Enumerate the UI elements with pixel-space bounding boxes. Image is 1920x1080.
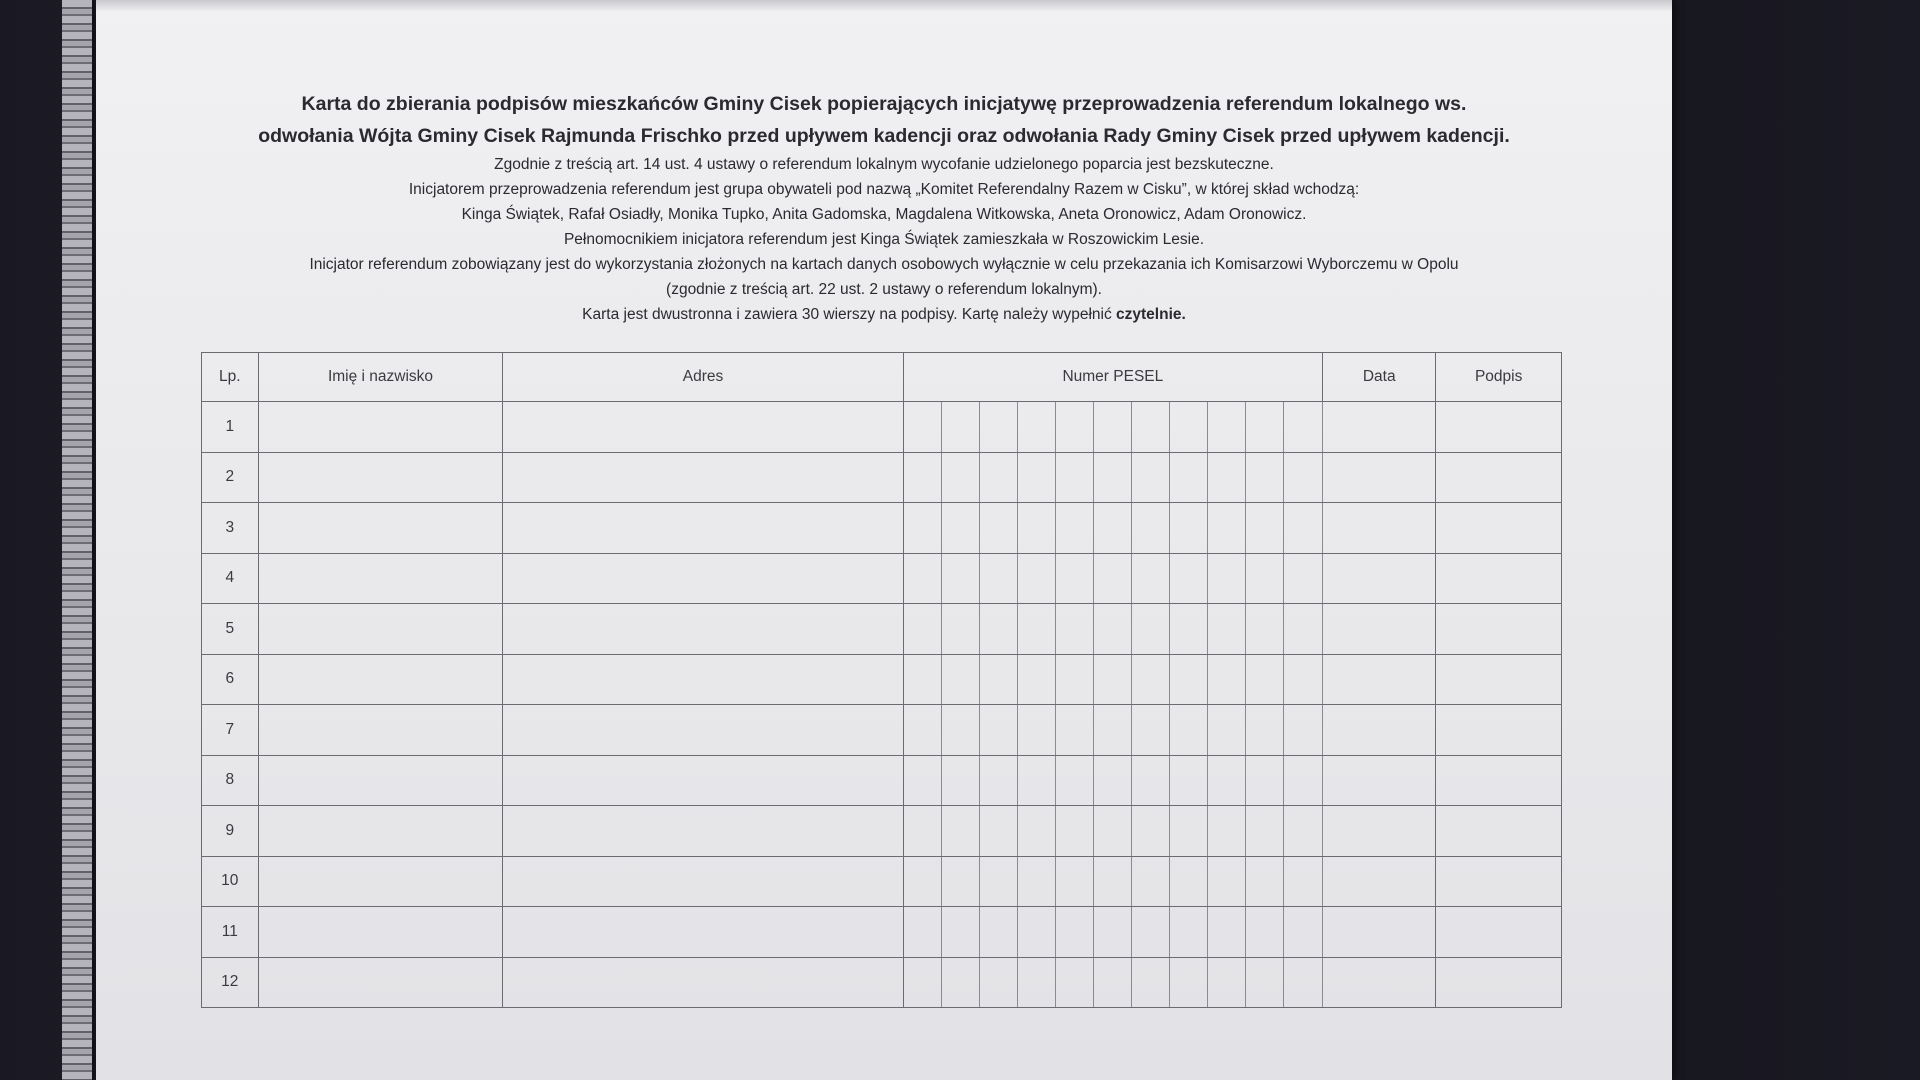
pesel-digit-field[interactable] (1093, 553, 1131, 604)
pesel-digit-field[interactable] (1131, 452, 1169, 503)
pesel-digit-field[interactable] (1131, 402, 1169, 453)
pesel-digit-field[interactable] (1169, 856, 1207, 907)
pesel-digit-field[interactable] (1284, 856, 1323, 907)
pesel-digit-field[interactable] (1207, 553, 1245, 604)
pesel-digit-field[interactable] (1207, 604, 1245, 655)
pesel-digit-field[interactable] (1017, 503, 1055, 554)
pesel-digit-field[interactable] (1055, 604, 1093, 655)
address-field[interactable] (503, 654, 903, 705)
pesel-digit-field[interactable] (1207, 503, 1245, 554)
row-number: 6 (202, 654, 259, 705)
signature-field[interactable] (1436, 907, 1562, 958)
table-row (202, 806, 1562, 857)
pesel-digit-field[interactable] (979, 402, 1017, 453)
row-number: 1 (202, 402, 259, 453)
binder-strip (62, 0, 92, 1080)
address-field[interactable] (503, 907, 903, 958)
pesel-digit-field[interactable] (1055, 452, 1093, 503)
info-line-7-text: Karta jest dwustronna i zawiera 30 wierszy na podpisy. Kartę należy wypełnić (582, 306, 1117, 323)
pesel-digit-field[interactable] (903, 907, 941, 958)
pesel-digit-field[interactable] (1093, 452, 1131, 503)
table-row (202, 452, 1562, 503)
table-row (202, 604, 1562, 655)
pesel-digit-field[interactable] (979, 806, 1017, 857)
pesel-digit-field[interactable] (1017, 705, 1055, 756)
date-field[interactable] (1323, 452, 1436, 503)
signature-field[interactable] (1436, 402, 1562, 453)
pesel-digit-field[interactable] (1207, 705, 1245, 756)
pesel-digit-field[interactable] (1131, 755, 1169, 806)
pesel-digit-field[interactable] (941, 907, 979, 958)
pesel-digit-field[interactable] (903, 604, 941, 655)
pesel-digit-field[interactable] (1245, 705, 1283, 756)
signature-field[interactable] (1436, 856, 1562, 907)
pesel-digit-field[interactable] (1131, 654, 1169, 705)
pesel-digit-field[interactable] (903, 553, 941, 604)
pesel-digit-field[interactable] (903, 503, 941, 554)
pesel-digit-field[interactable] (1169, 654, 1207, 705)
pesel-digit-field[interactable] (1284, 604, 1323, 655)
row-number: 2 (202, 452, 259, 503)
pesel-digit-field[interactable] (1284, 705, 1323, 756)
date-field[interactable] (1323, 755, 1436, 806)
pesel-digit-field[interactable] (1284, 452, 1323, 503)
name-field[interactable] (258, 553, 503, 604)
signature-field[interactable] (1436, 806, 1562, 857)
pesel-digit-field[interactable] (1017, 452, 1055, 503)
pesel-digit-field[interactable] (1017, 755, 1055, 806)
form-header (96, 88, 1672, 327)
pesel-digit-field[interactable] (1055, 402, 1093, 453)
date-field[interactable] (1323, 856, 1436, 907)
row-number: 5 (202, 604, 259, 655)
pesel-digit-field[interactable] (903, 806, 941, 857)
table-body (202, 402, 1562, 1008)
pesel-digit-field[interactable] (941, 806, 979, 857)
pesel-digit-field[interactable] (1093, 503, 1131, 554)
pesel-digit-field[interactable] (1284, 402, 1323, 453)
pesel-digit-field[interactable] (1169, 907, 1207, 958)
pesel-digit-field[interactable] (1131, 907, 1169, 958)
pesel-digit-field[interactable] (1284, 755, 1323, 806)
pesel-digit-field[interactable] (1017, 553, 1055, 604)
pesel-digit-field[interactable] (1131, 806, 1169, 857)
date-field[interactable] (1323, 705, 1436, 756)
pesel-digit-field[interactable] (1207, 452, 1245, 503)
address-field[interactable] (503, 452, 903, 503)
signature-field[interactable] (1436, 553, 1562, 604)
pesel-digit-field[interactable] (1131, 604, 1169, 655)
address-field[interactable] (503, 755, 903, 806)
pesel-digit-field[interactable] (979, 553, 1017, 604)
pesel-digit-field[interactable] (1131, 856, 1169, 907)
pesel-digit-field[interactable] (941, 705, 979, 756)
name-field[interactable] (258, 907, 503, 958)
pesel-digit-field[interactable] (1169, 553, 1207, 604)
pesel-digit-field[interactable] (1207, 856, 1245, 907)
pesel-digit-field[interactable] (979, 604, 1017, 655)
pesel-digit-field[interactable] (979, 654, 1017, 705)
pesel-digit-field[interactable] (1284, 553, 1323, 604)
pesel-digit-field[interactable] (979, 503, 1017, 554)
signature-field[interactable] (1436, 755, 1562, 806)
header-address: Adres (503, 353, 903, 402)
table-row (202, 907, 1562, 958)
pesel-digit-field[interactable] (1131, 553, 1169, 604)
row-number: 4 (202, 553, 259, 604)
date-field[interactable] (1323, 957, 1436, 1008)
pesel-digit-field[interactable] (1055, 503, 1093, 554)
pesel-digit-field[interactable] (1207, 907, 1245, 958)
pesel-digit-field[interactable] (903, 705, 941, 756)
header-signature: Podpis (1436, 353, 1562, 402)
pesel-digit-field[interactable] (1245, 604, 1283, 655)
row-number: 11 (202, 907, 259, 958)
pesel-digit-field[interactable] (1207, 806, 1245, 857)
pesel-digit-field[interactable] (903, 755, 941, 806)
table-row (202, 755, 1562, 806)
name-field[interactable] (258, 806, 503, 857)
signature-field[interactable] (1436, 957, 1562, 1008)
info-line-7 (96, 302, 1672, 327)
table-row (202, 856, 1562, 907)
pesel-digit-field[interactable] (1055, 553, 1093, 604)
pesel-digit-field[interactable] (1055, 907, 1093, 958)
pesel-digit-field[interactable] (1284, 957, 1323, 1008)
pesel-digit-field[interactable] (1093, 856, 1131, 907)
pesel-digit-field[interactable] (1169, 452, 1207, 503)
pesel-digit-field[interactable] (1055, 957, 1093, 1008)
row-number: 10 (202, 856, 259, 907)
pesel-digit-field[interactable] (941, 452, 979, 503)
pesel-digit-field[interactable] (941, 604, 979, 655)
pesel-digit-field[interactable] (1055, 755, 1093, 806)
pesel-digit-field[interactable] (941, 755, 979, 806)
table-row (202, 553, 1562, 604)
address-field[interactable] (503, 806, 903, 857)
table-row (202, 503, 1562, 554)
pesel-digit-field[interactable] (941, 856, 979, 907)
pesel-digit-field[interactable] (1017, 604, 1055, 655)
table-row (202, 705, 1562, 756)
row-number: 8 (202, 755, 259, 806)
row-number: 9 (202, 806, 259, 857)
name-field[interactable] (258, 402, 503, 453)
pesel-digit-field[interactable] (903, 452, 941, 503)
pesel-digit-field[interactable] (1131, 957, 1169, 1008)
date-field[interactable] (1323, 402, 1436, 453)
info-line-2: Inicjatorem przeprowadzenia referendum jest grupa obywateli pod nazwą „Komitet Referendalny Razem w Cisku”, w której skład wchodzą: (408, 181, 1360, 198)
signature-field[interactable] (1436, 705, 1562, 756)
pesel-digit-field[interactable] (1055, 654, 1093, 705)
signature-form-sheet (96, 0, 1672, 1080)
name-field[interactable] (258, 654, 503, 705)
pesel-digit-field[interactable] (1055, 856, 1093, 907)
pesel-digit-field[interactable] (1245, 402, 1283, 453)
pesel-digit-field[interactable] (1093, 604, 1131, 655)
signature-field[interactable] (1436, 452, 1562, 503)
info-line-6: (zgodnie z treścią art. 22 ust. 2 ustawy o referendum lokalnym). (666, 281, 1102, 298)
pesel-digit-field[interactable] (1284, 654, 1323, 705)
info-line-1: Zgodnie z treścią art. 14 ust. 4 ustawy o referendum lokalnym wycofanie udzielonego poparcia jest bezskuteczne. (494, 156, 1274, 173)
pesel-digit-field[interactable] (1284, 503, 1323, 554)
form-title-line-2: odwołania Wójta Gminy Cisek Rajmunda Frischko przed upływem kadencji oraz odwołania Rady Gminy Cisek przed upływem kadencji. (258, 125, 1510, 147)
pesel-digit-field[interactable] (1017, 806, 1055, 857)
pesel-digit-field[interactable] (979, 705, 1017, 756)
signature-field[interactable] (1436, 604, 1562, 655)
form-title-line-1: Karta do zbierania podpisów mieszkańców Gminy Cisek popierających inicjatywę przeprowadzenia referendum lokalnego ws. (301, 93, 1467, 115)
pesel-digit-field[interactable] (1207, 654, 1245, 705)
name-field[interactable] (258, 705, 503, 756)
header-pesel: Numer PESEL (903, 353, 1323, 402)
table-row (202, 957, 1562, 1008)
table-row (202, 654, 1562, 705)
pesel-digit-field[interactable] (1207, 755, 1245, 806)
pesel-digit-field[interactable] (1131, 503, 1169, 554)
name-field[interactable] (258, 755, 503, 806)
pesel-digit-field[interactable] (1245, 553, 1283, 604)
name-field[interactable] (258, 452, 503, 503)
address-field[interactable] (503, 402, 903, 453)
pesel-digit-field[interactable] (941, 654, 979, 705)
date-field[interactable] (1323, 604, 1436, 655)
address-field[interactable] (503, 604, 903, 655)
address-field[interactable] (503, 957, 903, 1008)
pesel-digit-field[interactable] (1017, 957, 1055, 1008)
address-field[interactable] (503, 503, 903, 554)
info-line-3: Kinga Świątek, Rafał Osiadły, Monika Tupko, Anita Gadomska, Magdalena Witkowska, Aneta Oronowicz, Adam Oronowicz. (461, 206, 1307, 223)
pesel-digit-field[interactable] (1245, 806, 1283, 857)
date-field[interactable] (1323, 503, 1436, 554)
info-line-4: Pełnomocnikiem inicjatora referendum jest Kinga Świątek zamieszkała w Roszowickim Lesie. (563, 231, 1205, 248)
date-field[interactable] (1323, 806, 1436, 857)
pesel-digit-field[interactable] (1169, 755, 1207, 806)
pesel-digit-field[interactable] (1093, 402, 1131, 453)
row-number: 3 (202, 503, 259, 554)
pesel-digit-field[interactable] (1017, 654, 1055, 705)
pesel-digit-field[interactable] (941, 503, 979, 554)
table-row (202, 402, 1562, 453)
pesel-digit-field[interactable] (903, 856, 941, 907)
pesel-digit-field[interactable] (1093, 806, 1131, 857)
pesel-digit-field[interactable] (1055, 705, 1093, 756)
pesel-digit-field[interactable] (979, 907, 1017, 958)
pesel-digit-field[interactable] (1017, 402, 1055, 453)
pesel-digit-field[interactable] (941, 402, 979, 453)
info-line-5: Inicjator referendum zobowiązany jest do wykorzystania złożonych na kartach danych osobowych wyłącznie w celu przekazania ich Komisarzowi Wyborczemu w Opolu (309, 256, 1459, 273)
date-field[interactable] (1323, 553, 1436, 604)
info-line-7-bold: czytelnie. (1116, 306, 1186, 323)
name-field[interactable] (258, 957, 503, 1008)
name-field[interactable] (258, 604, 503, 655)
pesel-digit-field[interactable] (979, 957, 1017, 1008)
paper-edge (96, 0, 1672, 12)
address-field[interactable] (503, 856, 903, 907)
pesel-digit-field[interactable] (1131, 705, 1169, 756)
pesel-digit-field[interactable] (979, 856, 1017, 907)
pesel-digit-field[interactable] (1245, 957, 1283, 1008)
pesel-digit-field[interactable] (903, 957, 941, 1008)
pesel-digit-field[interactable] (1245, 755, 1283, 806)
pesel-digit-field[interactable] (903, 402, 941, 453)
pesel-digit-field[interactable] (903, 654, 941, 705)
pesel-digit-field[interactable] (1245, 452, 1283, 503)
pesel-digit-field[interactable] (979, 452, 1017, 503)
pesel-digit-field[interactable] (1245, 503, 1283, 554)
pesel-digit-field[interactable] (1284, 806, 1323, 857)
pesel-digit-field[interactable] (1017, 907, 1055, 958)
pesel-digit-field[interactable] (1055, 806, 1093, 857)
pesel-digit-field[interactable] (1245, 856, 1283, 907)
pesel-digit-field[interactable] (1093, 907, 1131, 958)
pesel-digit-field[interactable] (1093, 705, 1131, 756)
pesel-digit-field[interactable] (1093, 957, 1131, 1008)
row-number: 12 (202, 957, 259, 1008)
pesel-digit-field[interactable] (1169, 806, 1207, 857)
pesel-digit-field[interactable] (1093, 654, 1131, 705)
pesel-digit-field[interactable] (1284, 907, 1323, 958)
pesel-digit-field[interactable] (1169, 402, 1207, 453)
pesel-digit-field[interactable] (1169, 503, 1207, 554)
name-field[interactable] (258, 503, 503, 554)
table-header-row (202, 353, 1562, 402)
header-lp: Lp. (202, 353, 259, 402)
date-field[interactable] (1323, 654, 1436, 705)
pesel-digit-field[interactable] (979, 755, 1017, 806)
pesel-digit-field[interactable] (1169, 705, 1207, 756)
pesel-digit-field[interactable] (1207, 957, 1245, 1008)
row-number: 7 (202, 705, 259, 756)
header-name: Imię i nazwisko (258, 353, 503, 402)
signature-field[interactable] (1436, 503, 1562, 554)
pesel-digit-field[interactable] (941, 957, 979, 1008)
address-field[interactable] (503, 553, 903, 604)
pesel-digit-field[interactable] (1169, 957, 1207, 1008)
address-field[interactable] (503, 705, 903, 756)
pesel-digit-field[interactable] (941, 553, 979, 604)
signature-field[interactable] (1436, 654, 1562, 705)
pesel-digit-field[interactable] (1017, 856, 1055, 907)
pesel-digit-field[interactable] (1207, 402, 1245, 453)
pesel-digit-field[interactable] (1169, 604, 1207, 655)
name-field[interactable] (258, 856, 503, 907)
pesel-digit-field[interactable] (1245, 654, 1283, 705)
header-date: Data (1323, 353, 1436, 402)
date-field[interactable] (1323, 907, 1436, 958)
signature-table (201, 352, 1562, 1008)
pesel-digit-field[interactable] (1245, 907, 1283, 958)
pesel-digit-field[interactable] (1093, 755, 1131, 806)
